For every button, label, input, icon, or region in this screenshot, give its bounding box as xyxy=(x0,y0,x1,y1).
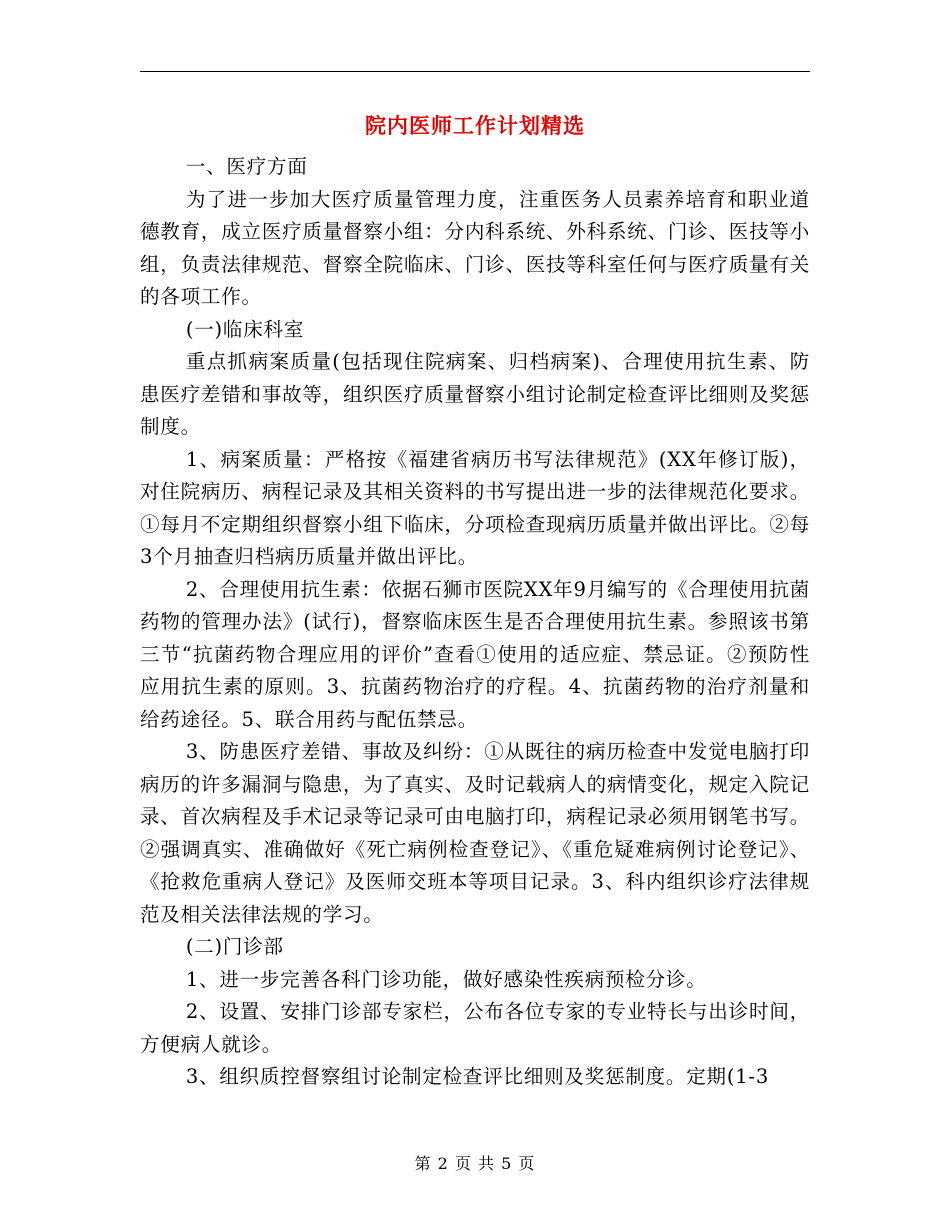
paragraph-clinical-focus: 重点抓病案质量(包括现住院病案、归档病案)、合理使用抗生素、防患医疗差错和事故等，组织医疗质量督察小组讨论制定检查评比细则及奖惩制度。 xyxy=(140,350,810,438)
paragraph-error-prevention: 3、防患医疗差错、事故及纠纷：①从既往的病历检查中发觉电脑打印病历的许多漏洞与隐患，为了真实、及时记载病人的病情变化，规定入院记录、首次病程及手术记录等记录可由电脑打印，病程记录必须用钢笔书写。②强调真实、准确做好《死亡病例检查登记》、《重危疑难病例讨论登记》、《抢救危重病人登记》及医师交班本等项目记录。3、科内组织诊疗法律规范及相关法律法规的学习。 xyxy=(140,740,810,926)
page-label-prefix: 第 xyxy=(414,1154,432,1173)
paragraph-case-quality: 1、病案质量：严格按《福建省病历书写法律规范》(XX年修订版)，对住院病历、病程记录及其相关资料的书写提出进一步的法律规范化要求。①每月不定期组织督察小组下临床，分项检查现病历质量并做出评比。②每3个月抽查归档病历质量并做出评比。 xyxy=(140,447,810,568)
paragraph-outpatient-2: 2、设置、安排门诊部专家栏，公布各位专家的专业特长与出诊时间，方便病人就诊。 xyxy=(140,1000,810,1056)
current-page-number: 2 xyxy=(437,1154,449,1173)
section-heading-medical: 一、医疗方面 xyxy=(185,155,308,178)
paragraph-outpatient-3: 3、组织质控督察组讨论制定检查评比细则及奖惩制度。定期(1-3 xyxy=(185,1065,770,1088)
page-label-suffix: 页 xyxy=(518,1154,536,1173)
paragraph-antibiotics: 2、合理使用抗生素：依据石狮市医院XX年9月编写的《合理使用抗菌药物的管理办法》(试行)，督察临床医生是否合理使用抗生素。参照该书第三节“抗菌药物合理应用的评价”查看①使用的适应症、禁忌证。②预防性应用抗生素的原则。3、抗菌药物治疗的疗程。4、抗菌药物的治疗剂量和给药途径。5、联合用药与配伍禁忌。 xyxy=(140,577,810,731)
subsection-heading-clinical: (一)临床科室 xyxy=(185,317,305,341)
document-body xyxy=(140,151,810,1094)
document-title: 院内医师工作计划精选 xyxy=(365,114,585,138)
page-footer xyxy=(0,1152,950,1176)
header-rule xyxy=(140,71,810,72)
total-pages-number: 5 xyxy=(501,1154,513,1173)
paragraph-intro: 为了进一步加大医疗质量管理力度，注重医务人员素养培育和职业道德教育，成立医疗质量督察小组：分内科系统、外科系统、门诊、医技等小组，负责法律规范、督察全院临床、门诊、医技等科室任何与医疗质量有关的各项工作。 xyxy=(140,187,810,308)
page-label-middle: 页 共 xyxy=(454,1154,496,1173)
subsection-heading-outpatient: (二)门诊部 xyxy=(185,935,284,958)
paragraph-outpatient-1: 1、进一步完善各科门诊功能，做好感染性疾病预检分诊。 xyxy=(185,967,707,991)
